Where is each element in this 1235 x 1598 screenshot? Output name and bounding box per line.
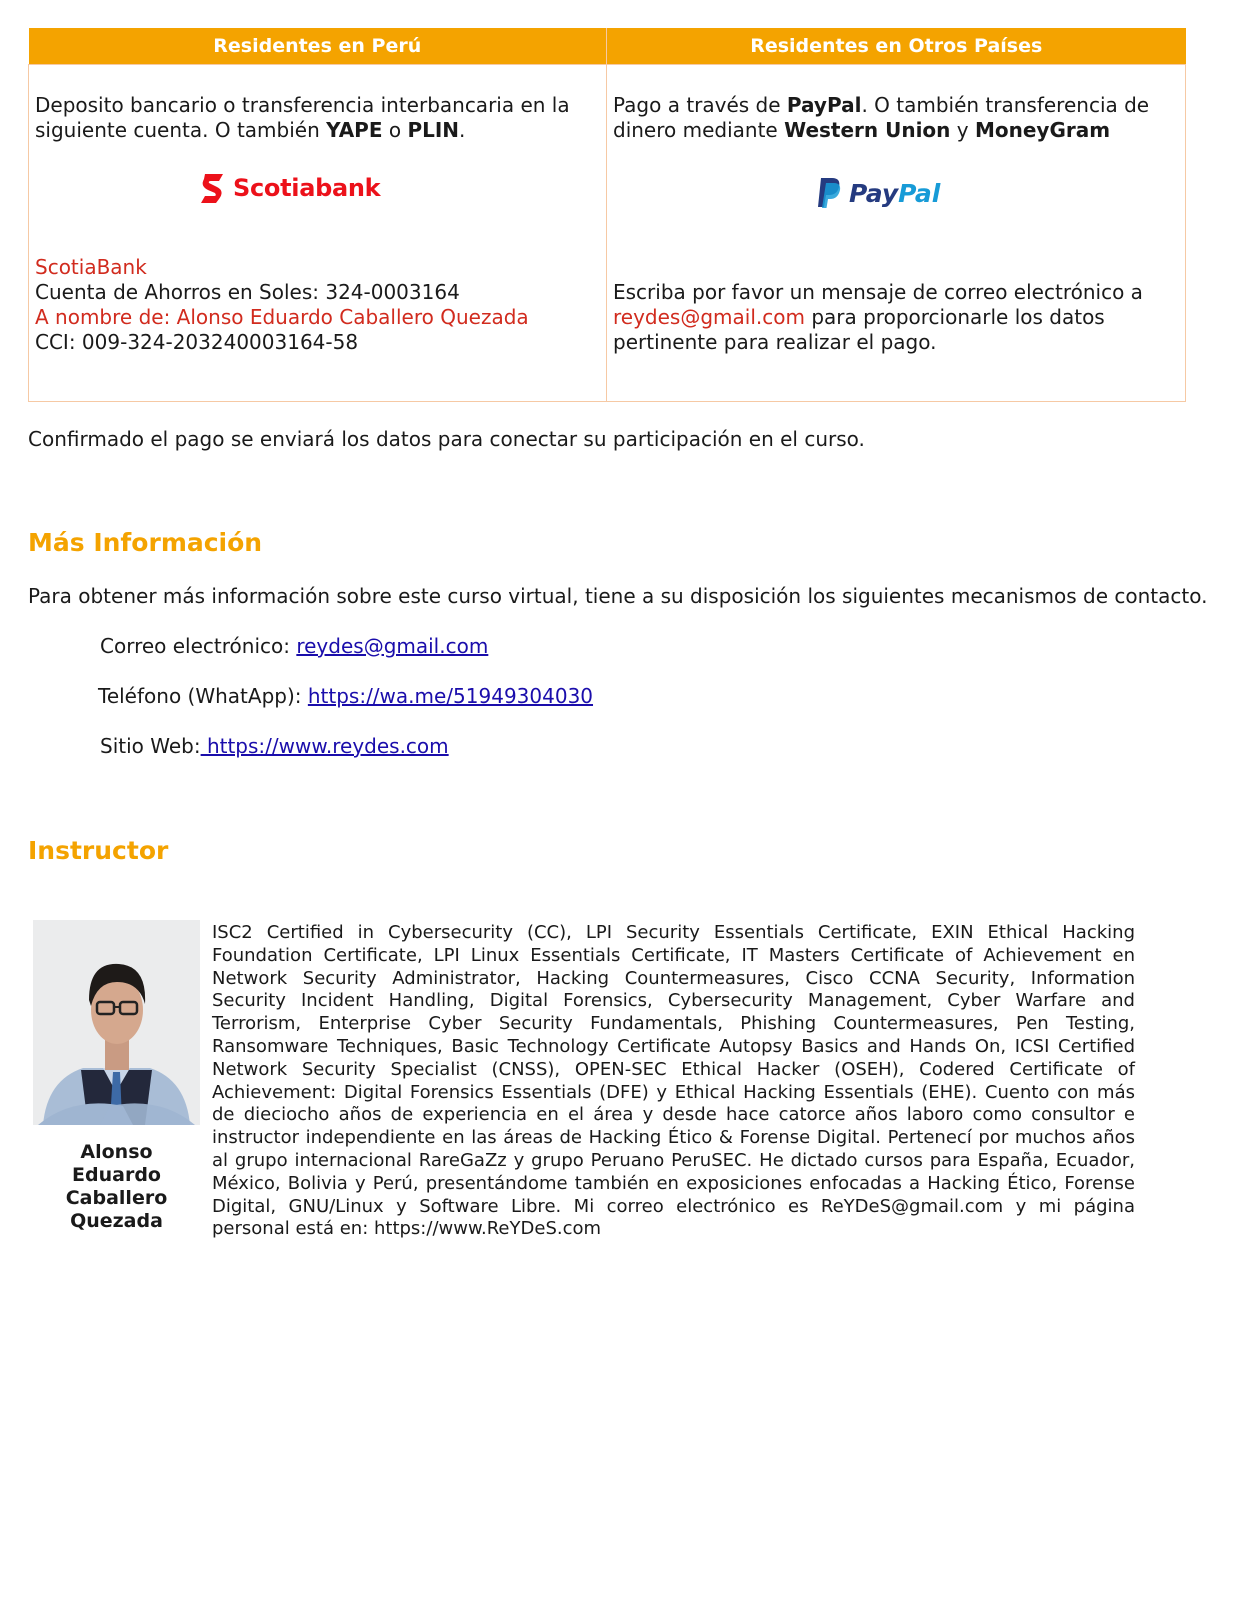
payment-table <box>28 28 1186 402</box>
yape-label: YAPE <box>326 118 383 142</box>
paypal-p-icon <box>817 177 843 209</box>
contact-email-row: Correo electrónico: reydes@gmail.com <box>100 634 489 658</box>
paypal-logo: PayPal <box>817 177 940 209</box>
peru-intro: Deposito bancario o transferencia interbancaria en la siguiente cuenta. O también YAPE o PLIN. <box>35 93 570 142</box>
plin-label: PLIN <box>407 118 460 142</box>
account-number: Cuenta de Ahorros en Soles: 324-0003164 <box>35 280 460 304</box>
instructor-heading: Instructor <box>28 836 169 865</box>
header-peru: Residentes en Perú <box>29 28 607 65</box>
contact-whatsapp-link[interactable]: https://wa.me/51949304030 <box>307 684 594 708</box>
instructor-name: Alonso Eduardo Caballero Quezada <box>65 1141 168 1232</box>
otros-cell <box>607 65 1186 402</box>
scotiabank-logo: Scotiabank <box>199 173 380 203</box>
account-holder: A nombre de: Alonso Eduardo Caballero Quezada <box>35 305 529 329</box>
otros-intro: Pago a través de PayPal. O también transferencia de dinero mediante Western Union y MoneyGram <box>613 93 1150 142</box>
instructor-photo <box>33 920 200 1125</box>
otros-message: Escriba por favor un mensaje de correo electrónico a reydes@gmail.com para proporcionarle los datos pertinente para realizar el pago. <box>613 280 1143 354</box>
bank-name: ScotiaBank <box>35 255 147 279</box>
payment-email: reydes@gmail.com <box>613 305 805 329</box>
mas-info-heading: Más Información <box>28 528 263 557</box>
contact-phone-row: Teléfono (WhatApp): https://wa.me/51949304030 <box>98 684 594 708</box>
header-otros-paises: Residentes en Otros Países <box>607 28 1186 65</box>
mas-info-intro: Para obtener más información sobre este curso virtual, tiene a su disposición los siguientes mecanismos de contacto. <box>28 584 1208 608</box>
peru-cell <box>29 65 607 402</box>
contact-web-row: Sitio Web: https://www.reydes.com <box>100 734 449 758</box>
contact-email-link[interactable]: reydes@gmail.com <box>296 634 489 658</box>
confirm-text: Confirmado el pago se enviará los datos para conectar su participación en el curso. <box>28 427 865 451</box>
scotiabank-s-icon <box>199 173 227 203</box>
instructor-bio: ISC2 Certified in Cybersecurity (CC), LPI Security Essentials Certificate, EXIN Ethical Hacking Foundation Certificate, LPI Linux Essentials Certificate, IT Masters Certificate of Achievement en Network Security Administrator, Hacking Countermeasures, Cisco CCNA Security, Information Security Incident Handling, Digital Forensics, Cybersecurity Management, Cyber Warfare and Terrorism, Enterprise Cyber Security Fundamentals, Phishing Countermeasures, Pen Testing, Ransomware Techniques, Basic Technology Certificate Autopsy Basics and Hands On, ICSI Certified Network Security Specialist (CNSS), OPEN-SEC Ethical Hacker (OSEH), Codered Certificate of Achievement: Digital Forensics Essentials (DFE) y Ethical Hacking Essentials (EHE). Cuento con más de dieciocho años de experiencia en el área y desde hace catorce años laboro como consultor e instructor independiente en las áreas de Hacking Ético & Forense Digital. Pertenecí por muchos años al grupo internacional RareGaZz y grupo Peruano PeruSEC. He dictado cursos para España, Ecuador, México, Bolivia y Perú, presentándome también en exposiciones enfocadas a Hacking Ético, Forense Digital, GNU/Linux y Software Libre. Mi correo electrónico es ReYDeS@gmail.com y mi página personal está en: https://www.ReYDeS.com <box>212 922 1135 1240</box>
cci-number: CCI: 009-324-203240003164-58 <box>35 330 359 354</box>
contact-website-link[interactable]: https://www.reydes.com <box>200 734 449 758</box>
